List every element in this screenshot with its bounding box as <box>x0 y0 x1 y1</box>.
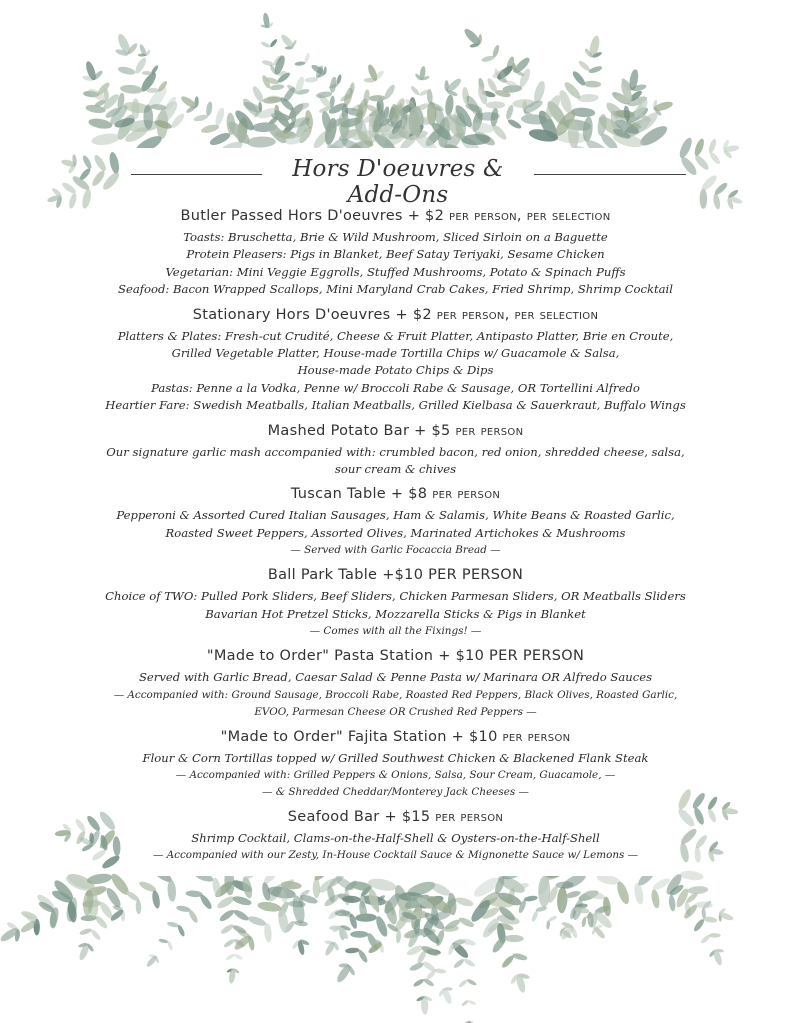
section-heading <box>100 421 691 441</box>
item-line: Served with Garlic Bread, Caesar Salad & Penne Pasta w/ Marinara OR Alfredo Sauces <box>138 670 653 685</box>
item-line: Toasts: Bruschetta, Brie & Wild Mushroom, Sliced Sirloin on a Baguette <box>183 230 608 244</box>
leaf-shape <box>167 921 180 928</box>
leaf-shape <box>709 933 721 938</box>
leaf-shape <box>602 896 612 916</box>
leaf-shape <box>345 947 360 954</box>
leaf-shape <box>350 931 368 938</box>
leaf-shape <box>571 69 587 87</box>
leaf-shape <box>247 914 267 927</box>
menu-section <box>100 206 691 299</box>
leaf-shape <box>357 949 369 964</box>
leaf-shape <box>531 910 539 922</box>
menu-section <box>100 484 691 559</box>
item-line: Bavarian Hot Pretzel Sticks, Mozzarella Sticks & Pigs in Blanket <box>205 606 586 621</box>
leaf-shape <box>507 118 523 131</box>
leaf-shape <box>546 920 550 930</box>
leaf-shape <box>633 882 645 905</box>
leaf-shape <box>198 893 213 911</box>
leaf-shape <box>396 930 402 943</box>
leaf-shape <box>694 834 709 850</box>
leaf-shape <box>706 795 719 810</box>
section-note: — & Shredded Cheddar/Monterey Jack Cheeses — <box>262 785 529 798</box>
menu-section <box>100 727 691 801</box>
section-name: Butler Passed Hors D'oeuvres <box>180 208 403 224</box>
section-price: + $5 per person <box>414 422 524 439</box>
item-line: Vegetarian: Mini Veggie Eggrolls, Stuffed Mushrooms, Potato & Spinach Puffs <box>165 264 626 279</box>
section-price: + $2 per person, per selection <box>395 306 599 323</box>
leaf-shape <box>316 91 333 99</box>
leaf-shape <box>257 900 282 913</box>
leaf-shape <box>668 895 676 912</box>
leaf-shape <box>167 880 177 902</box>
leaf-shape <box>74 818 87 833</box>
item-line: Heartier Fare: Swedish Meatballs, Italian Meatballs, Grilled Kielbasa & Sauerkraut, Buffalo Wings <box>105 398 686 413</box>
leaf-shape <box>263 923 272 943</box>
leaf-shape <box>680 870 705 882</box>
leaf-shape <box>692 806 706 826</box>
leaf-shape <box>90 929 102 942</box>
menu-section <box>100 646 691 720</box>
leaf-shape <box>468 1000 477 1006</box>
leaf-shape <box>504 935 523 943</box>
leaf-shape <box>218 908 236 923</box>
section-price: + $2 per person, per selection <box>407 208 611 224</box>
leaf-shape <box>251 85 266 104</box>
leaf-shape <box>588 65 603 75</box>
leaf-shape <box>444 94 454 116</box>
leaf-shape <box>505 104 515 120</box>
item-line: Pepperoni & Assorted Cured Italian Sausages, Ham & Salamis, White Beans & Roasted Garlic, <box>116 508 675 523</box>
leaf-shape <box>461 999 469 1007</box>
leaf-shape <box>466 978 477 986</box>
leaf-shape <box>270 84 285 91</box>
section-name: "Made to Order" Pasta Station <box>206 648 434 665</box>
section-note: — Comes with all the Fixings! — <box>309 625 482 638</box>
section-note: — Accompanied with: Grilled Peppers & Onions, Salsa, Sour Cream, Guacamole, — <box>175 768 616 781</box>
item-line: House-made Potato Chips & Dips <box>297 363 494 378</box>
section-heading <box>100 807 691 827</box>
leaf-shape <box>294 61 305 66</box>
section-name: Ball Park Table <box>267 567 378 584</box>
leaf-shape <box>336 74 343 85</box>
leaf-shape <box>260 41 270 49</box>
leaf-shape <box>205 101 213 116</box>
leaf-shape <box>247 136 276 148</box>
leaf-shape <box>481 55 495 63</box>
section-price: + $15 per person <box>384 808 504 825</box>
leaf-shape <box>463 957 476 968</box>
item-line: Grilled Vegetable Platter, House-made Tortilla Chips w/ Guacamole & Salsa, <box>171 346 620 361</box>
section-heading <box>100 206 691 226</box>
leaf-shape <box>596 113 607 136</box>
leaf-shape <box>79 927 93 936</box>
section-heading <box>100 484 691 504</box>
leaf-shape <box>329 76 338 93</box>
leaf-shape <box>187 909 199 924</box>
menu-section <box>100 565 691 640</box>
item-line: Shrimp Cocktail, Clams-on-the-Half-Shell & Oysters-on-the-Half-Shell <box>191 830 600 845</box>
section-heading <box>100 646 691 666</box>
leaf-shape <box>120 84 143 95</box>
leaf-shape <box>193 113 209 122</box>
section-name: Seafood Bar <box>287 808 380 825</box>
leaf-shape <box>434 968 446 974</box>
leaf-shape <box>303 52 310 64</box>
item-line: Protein Pleasers: Pigs in Blanket, Beef Satay Teriyaki, Sesame Chicken <box>186 247 605 262</box>
item-line: Choice of TWO: Pulled Pork Sliders, Beef Sliders, Chicken Parmesan Sliders, OR Meatballs Sliders <box>105 589 686 604</box>
menu-section <box>100 305 691 415</box>
leaf-shape <box>454 896 474 908</box>
leaf-shape <box>421 960 436 973</box>
leaf-shape <box>88 117 113 130</box>
item-line: Pastas: Penne a la Vodka, Penne w/ Broccoli Rabe & Sausage, OR Tortellini Alfredo <box>151 380 640 395</box>
section-price: + $10 per person <box>451 728 571 745</box>
leaf-shape <box>584 80 602 87</box>
leaf-shape <box>512 952 528 961</box>
leaf-shape <box>232 908 250 922</box>
leaf-shape <box>577 94 598 103</box>
title-rule-right <box>534 174 686 175</box>
leaf-shape <box>94 914 109 930</box>
item-line: sour cream & chives <box>334 462 457 477</box>
leaf-shape <box>91 132 121 147</box>
page-title: Hors D'oeuvres & Add-Ons <box>292 156 504 208</box>
section-price: + $8 per person <box>390 486 501 503</box>
leaf-shape <box>412 978 424 988</box>
section-note: — Accompanied with our Zesty, In-House Cocktail Sauce & Mignonette Sauce w/ Lemons — <box>152 849 639 862</box>
leaf-shape <box>225 953 235 961</box>
leaf-shape <box>650 889 661 909</box>
leaf-shape <box>687 886 708 895</box>
leaf-shape <box>458 979 468 989</box>
leaf-shape <box>233 953 243 961</box>
menu-content <box>100 206 691 870</box>
item-line: Seafood: Bacon Wrapped Scallops, Mini Maryland Crab Cakes, Fried Shrimp, Shrimp Cocktail <box>118 282 673 297</box>
section-name: "Made to Order" Fajita Station <box>220 728 447 745</box>
item-line: Platters & Plates: Fresh-cut Crudité, Cheese & Fruit Platter, Antipasto Platter, Brie en Croute, <box>117 328 674 343</box>
item-line: Flour & Corn Tortillas topped w/ Grilled Southwest Chicken & Blackened Flank Steak <box>142 750 649 765</box>
section-heading <box>100 305 691 325</box>
item-line: Roasted Sweet Peppers, Assorted Olives, Marinated Artichokes & Mushrooms <box>165 525 626 540</box>
leaf-shape <box>577 59 591 72</box>
section-name: Tuscan Table <box>290 486 386 503</box>
leaf-shape <box>524 895 538 902</box>
title-row <box>0 152 791 208</box>
leaf-shape <box>132 98 140 119</box>
leaf-shape <box>117 65 136 76</box>
leaf-shape <box>706 808 717 824</box>
leaf-shape <box>220 923 235 936</box>
leaf-shape <box>158 938 168 944</box>
section-note: — Accompanied with: Ground Sausage, Broccoli Rabe, Roasted Red Peppers, Black Olives, Roasted Garlic, <box>113 688 678 701</box>
section-heading <box>100 565 691 585</box>
leaf-shape <box>453 958 466 970</box>
leaf-shape <box>691 791 707 810</box>
section-price: + $10 PER PERSON <box>438 648 585 665</box>
leaf-shape <box>410 85 421 96</box>
menu-section <box>100 421 691 479</box>
section-note: EVOO, Parmesan Cheese OR Crushed Red Peppers — <box>254 705 537 718</box>
section-price: +$10 PER PERSON <box>382 567 524 584</box>
leaf-shape <box>185 890 202 898</box>
leaf-shape <box>223 938 236 949</box>
leaf-shape <box>214 107 226 127</box>
leaf-shape <box>313 879 321 899</box>
item-line: Our signature garlic mash accompanied with: crumbled bacon, red onion, shredded cheese, salsa, <box>106 444 685 459</box>
section-note: — Served with Garlic Focaccia Bread — <box>290 544 501 557</box>
leaf-shape <box>269 38 278 48</box>
menu-section <box>100 807 691 864</box>
leaf-shape <box>694 846 701 862</box>
leaf-shape <box>151 890 161 909</box>
section-heading <box>100 727 691 747</box>
leaf-shape <box>486 101 505 109</box>
leaf-shape <box>461 937 477 946</box>
leaf-shape <box>369 95 386 102</box>
section-name: Stationary Hors D'oeuvres <box>192 306 391 323</box>
leaf-shape <box>304 77 318 83</box>
title-rule-left <box>131 174 262 175</box>
leaf-shape <box>135 900 141 915</box>
section-name: Mashed Potato Bar <box>267 422 410 439</box>
leaf-shape <box>409 961 425 972</box>
